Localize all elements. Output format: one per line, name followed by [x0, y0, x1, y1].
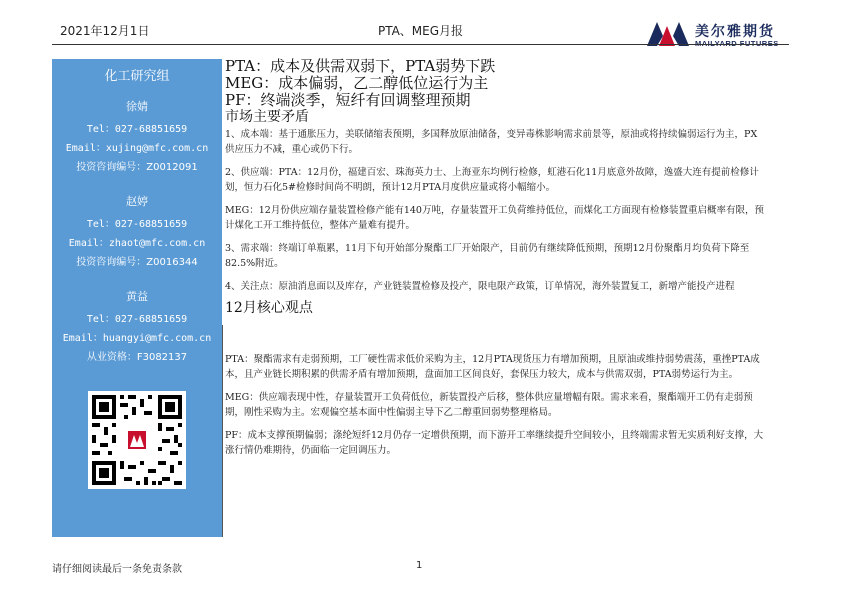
analyst-cert: 投资咨询编号：Z0012091: [76, 162, 198, 173]
report-date: 2021年12月1日: [60, 24, 150, 38]
disclaimer-note: 请仔细阅读最后一条免责条款: [52, 564, 182, 575]
analyst-cert: 投资咨询编号：Z0016344: [76, 257, 198, 268]
research-group-title: 化工研究组: [104, 69, 170, 84]
analyst-card: [52, 288, 222, 367]
report-title: PTA、MEG月报: [377, 24, 464, 38]
analyst-email[interactable]: Email：xujing@mfc.com.cn: [65, 143, 209, 154]
analyst-card: [52, 98, 222, 177]
header-divider: [52, 44, 789, 45]
view-paragraph: PTA：聚酯需求有走弱预期，工厂硬性需求低价采购为主，12月PTA现货压力有增加预期，且原油或维持弱势震荡，重挫PTA成本，且产业链长期积累的供需矛盾有增加预期，盘面加工区间良好，套保压力较大，成本与供需双弱，PTA弱势运行为主。: [225, 354, 760, 380]
analyst-name: 徐婧: [126, 100, 148, 113]
qr-code-graphic: [88, 391, 186, 489]
headline-meg: MEG：成本偏弱，乙二醇低位运行为主: [225, 74, 489, 92]
logo-text-en: MAILYARD FUTURES: [695, 39, 779, 48]
conflict-paragraph: MEG：12月份供应端存量装置检修产能有140万吨，存量装置开工负荷维持低位，而煤化工方面现有检修装置重启概率有限，预计煤化工开工维持低位，整体产量难有提升。: [225, 205, 764, 231]
qr-code-icon: [88, 391, 186, 489]
view-paragraph: MEG：供应端表现中性，存量装置开工负荷低位，新装置投产后移，整体供应量增幅有限。需求来看，聚酯端开工仍有走弱预期，刚性采购为主。宏观偏空基本面中性偏弱主导下乙二醇重回弱势整理格局。: [225, 392, 753, 418]
main-content: [225, 58, 765, 458]
conflict-paragraph: 3、需求端：终端订单瓶累，11月下旬开始部分聚酯工厂开始限产，目前仍有继续降低预期，预期12月份聚酯月均负荷下降至82.5%附近。: [225, 243, 750, 269]
views-section-title: 12月核心观点: [225, 300, 313, 316]
analyst-name: 赵婷: [126, 195, 148, 208]
conflicts-section-title: 市场主要矛盾: [225, 109, 309, 125]
analyst-email[interactable]: Email：huangyi@mfc.com.cn: [62, 333, 212, 344]
analyst-name: 黄益: [126, 290, 148, 303]
analyst-card: [52, 193, 222, 272]
headline-pta: PTA：成本及供需双弱下，PTA弱势下跌: [225, 57, 496, 75]
conflict-paragraph: 2、供应端：PTA：12月份，福建百宏、珠海英力士、上海亚东均例行检修，虹港石化11月底意外故障，逸盛大连有提前检修计划，恒力石化5#检修时间尚不明朗，预计12月PTA月度供应量或将小幅缩小。: [225, 167, 759, 193]
conflict-paragraph: 1、成本端：基于通胀压力，美联储缩表预期，多国释放原油储备，变异毒株影响需求前景等，原油或将持续偏弱运行为主，PX供应压力不减，重心或仍下行。: [225, 129, 758, 155]
view-paragraph: PF：成本支撑预期偏弱；涤纶短纤12月仍存一定增供预期，而下游开工率继续提升空间较小，且终端需求暂无实质利好支撑，大涨行情仍难期待，仍面临一定回调压力。: [225, 430, 764, 456]
analyst-tel: Tel：027-68851659: [86, 219, 188, 230]
analyst-email[interactable]: Email：zhaot@mfc.com.cn: [68, 238, 206, 249]
conflict-paragraph: 4、关注点：原油消息面以及库存，产业链装置检修及投产，限电限产政策，订单情况，海外装置复工，新增产能投产进程: [225, 281, 735, 292]
page-number: 1: [416, 560, 423, 571]
sidebar: [52, 59, 222, 537]
analyst-cert: 从业资格：F3082137: [86, 352, 188, 363]
logo-text-cn: 美尔雅期货: [695, 24, 775, 40]
headline-pf: PF：终端淡季，短纤有回调整理预期: [225, 91, 471, 109]
analyst-tel: Tel：027-68851659: [86, 124, 188, 135]
content-divider: [222, 325, 223, 537]
analyst-tel: Tel：027-68851659: [86, 314, 188, 325]
